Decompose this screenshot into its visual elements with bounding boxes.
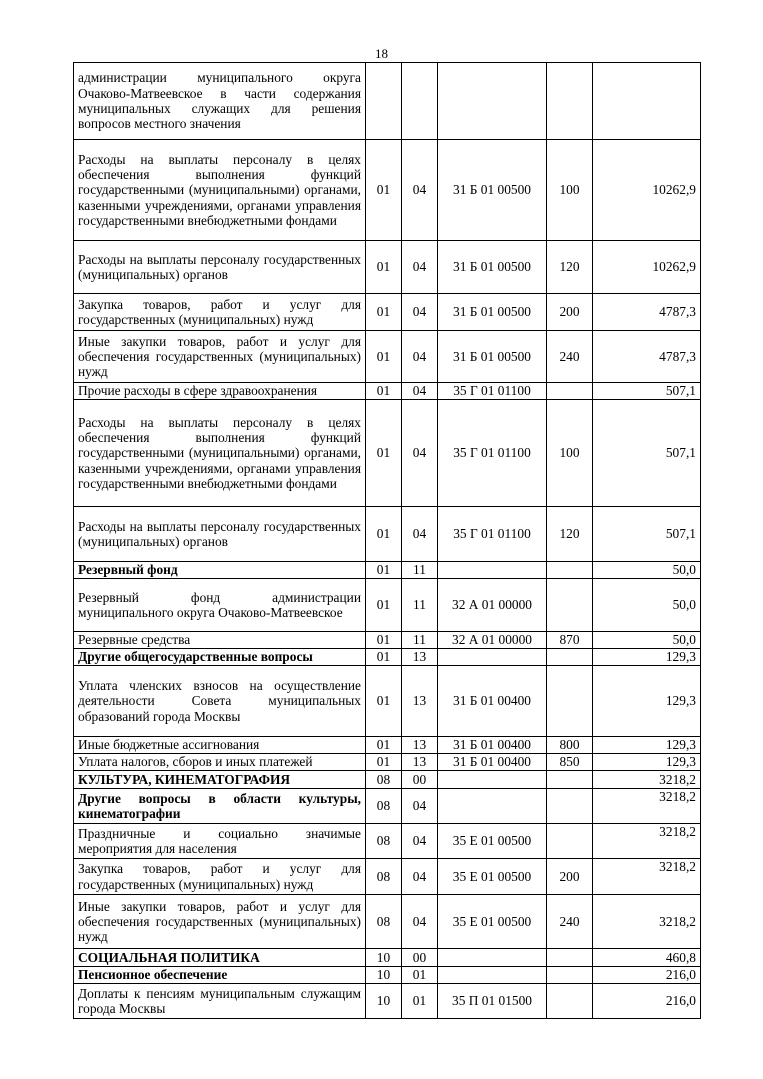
subsection-code-cell xyxy=(402,63,438,140)
table-row xyxy=(74,824,701,859)
expense-kind-cell xyxy=(547,789,593,824)
amount-cell: 129,3 xyxy=(593,649,701,666)
section-code-cell: 01 xyxy=(366,507,402,562)
table-row xyxy=(74,331,701,383)
amount-cell: 4787,3 xyxy=(593,331,701,383)
subsection-code-cell: 01 xyxy=(402,984,438,1019)
expense-kind-cell xyxy=(547,383,593,400)
subsection-code-cell: 13 xyxy=(402,754,438,771)
subsection-code-cell: 11 xyxy=(402,632,438,649)
target-article-cell: 31 Б 01 00500 xyxy=(438,140,547,241)
table-row xyxy=(74,383,701,400)
expense-name-cell: Иные закупки товаров, работ и услуг для обеспечения государственных (муниципальных) нужд xyxy=(74,331,366,383)
subsection-code-cell: 04 xyxy=(402,400,438,507)
amount-cell: 3218,2 xyxy=(593,824,701,859)
subsection-code-cell: 11 xyxy=(402,562,438,579)
amount-cell: 3218,2 xyxy=(593,859,701,895)
target-article-cell: 31 Б 01 00500 xyxy=(438,294,547,331)
table-row xyxy=(74,737,701,754)
subsection-code-cell: 11 xyxy=(402,579,438,632)
expense-name-cell: Расходы на выплаты персоналу в целях обеспечения выполнения функций государственными (муниципальными) органами, казенными учреждениями, органами управления государственными внебюджетными фондами xyxy=(74,140,366,241)
target-article-cell xyxy=(438,562,547,579)
amount-cell: 507,1 xyxy=(593,400,701,507)
table-row xyxy=(74,754,701,771)
target-article-cell xyxy=(438,789,547,824)
expense-name-cell: Праздничные и социально значимые мероприятия для населения xyxy=(74,824,366,859)
table-row xyxy=(74,507,701,562)
subsection-code-cell: 04 xyxy=(402,140,438,241)
amount-cell: 129,3 xyxy=(593,754,701,771)
section-code-cell: 08 xyxy=(366,789,402,824)
section-code-cell: 01 xyxy=(366,666,402,737)
expense-kind-cell xyxy=(547,824,593,859)
section-code-cell: 10 xyxy=(366,967,402,984)
table-row xyxy=(74,789,701,824)
section-code-cell xyxy=(366,63,402,140)
table-row xyxy=(74,649,701,666)
table-row xyxy=(74,562,701,579)
expense-kind-cell xyxy=(547,666,593,737)
target-article-cell xyxy=(438,649,547,666)
subsection-code-cell: 04 xyxy=(402,789,438,824)
section-code-cell: 01 xyxy=(366,400,402,507)
budget-table xyxy=(73,62,701,1019)
expense-kind-cell xyxy=(547,63,593,140)
target-article-cell: 35 Е 01 00500 xyxy=(438,859,547,895)
table-row xyxy=(74,895,701,949)
expense-name-cell: Доплаты к пенсиям муниципальным служащим города Москвы xyxy=(74,984,366,1019)
table-row xyxy=(74,140,701,241)
expense-name-cell: Иные бюджетные ассигнования xyxy=(74,737,366,754)
subsection-code-cell: 01 xyxy=(402,967,438,984)
expense-kind-cell: 100 xyxy=(547,400,593,507)
expense-kind-cell xyxy=(547,579,593,632)
expense-kind-cell: 800 xyxy=(547,737,593,754)
section-code-cell: 01 xyxy=(366,754,402,771)
target-article-cell xyxy=(438,967,547,984)
target-article-cell: 35 П 01 01500 xyxy=(438,984,547,1019)
subsection-code-cell: 04 xyxy=(402,824,438,859)
expense-kind-cell xyxy=(547,771,593,789)
amount-cell: 50,0 xyxy=(593,562,701,579)
expense-name-cell: Расходы на выплаты персоналу государственных (муниципальных) органов xyxy=(74,241,366,294)
amount-cell: 507,1 xyxy=(593,383,701,400)
expense-kind-cell: 240 xyxy=(547,895,593,949)
amount-cell: 129,3 xyxy=(593,666,701,737)
target-article-cell: 35 Е 01 00500 xyxy=(438,824,547,859)
section-code-cell: 01 xyxy=(366,649,402,666)
subsection-code-cell: 04 xyxy=(402,241,438,294)
target-article-cell: 32 А 01 00000 xyxy=(438,632,547,649)
expense-name-cell: Уплата членских взносов на осуществление деятельности Совета муниципальных образований города Москвы xyxy=(74,666,366,737)
expense-kind-cell: 240 xyxy=(547,331,593,383)
table-row xyxy=(74,400,701,507)
section-code-cell: 01 xyxy=(366,562,402,579)
amount-cell: 460,8 xyxy=(593,949,701,967)
subsection-code-cell: 13 xyxy=(402,666,438,737)
expense-name-cell: администрации муниципального округа Очаково-Матвеевское в части содержания муниципальных служащих для решения вопросов местного значения xyxy=(74,63,366,140)
amount-cell: 10262,9 xyxy=(593,241,701,294)
section-code-cell: 01 xyxy=(366,383,402,400)
table-row xyxy=(74,632,701,649)
expense-name-cell: Резервный фонд xyxy=(74,562,366,579)
target-article-cell xyxy=(438,771,547,789)
subsection-code-cell: 13 xyxy=(402,649,438,666)
target-article-cell: 31 Б 01 00400 xyxy=(438,737,547,754)
amount-cell: 50,0 xyxy=(593,579,701,632)
target-article-cell: 31 Б 01 00500 xyxy=(438,331,547,383)
expense-kind-cell: 120 xyxy=(547,507,593,562)
table-row xyxy=(74,771,701,789)
page-number: 18 xyxy=(375,46,388,61)
table-row xyxy=(74,294,701,331)
amount-cell: 216,0 xyxy=(593,967,701,984)
target-article-cell: 35 Е 01 00500 xyxy=(438,895,547,949)
table-row xyxy=(74,579,701,632)
expense-name-cell: Закупка товаров, работ и услуг для государственных (муниципальных) нужд xyxy=(74,859,366,895)
table-row xyxy=(74,666,701,737)
target-article-cell: 32 А 01 00000 xyxy=(438,579,547,632)
amount-cell: 3218,2 xyxy=(593,789,701,824)
subsection-code-cell: 04 xyxy=(402,331,438,383)
subsection-code-cell: 04 xyxy=(402,383,438,400)
section-code-cell: 01 xyxy=(366,579,402,632)
section-code-cell: 01 xyxy=(366,737,402,754)
expense-kind-cell xyxy=(547,562,593,579)
subsection-code-cell: 04 xyxy=(402,859,438,895)
target-article-cell: 35 Г 01 01100 xyxy=(438,507,547,562)
amount-cell: 3218,2 xyxy=(593,771,701,789)
expense-kind-cell: 200 xyxy=(547,294,593,331)
target-article-cell xyxy=(438,949,547,967)
target-article-cell: 31 Б 01 00500 xyxy=(438,241,547,294)
subsection-code-cell: 04 xyxy=(402,507,438,562)
expense-name-cell: Иные закупки товаров, работ и услуг для обеспечения государственных (муниципальных) нужд xyxy=(74,895,366,949)
amount-cell: 129,3 xyxy=(593,737,701,754)
amount-cell: 507,1 xyxy=(593,507,701,562)
expense-name-cell: Резервный фонд администрации муниципального округа Очаково-Матвеевское xyxy=(74,579,366,632)
amount-cell: 3218,2 xyxy=(593,895,701,949)
amount-cell: 10262,9 xyxy=(593,140,701,241)
subsection-code-cell: 13 xyxy=(402,737,438,754)
expense-kind-cell: 870 xyxy=(547,632,593,649)
subsection-code-cell: 04 xyxy=(402,895,438,949)
expense-name-cell: Расходы на выплаты персоналу государственных (муниципальных) органов xyxy=(74,507,366,562)
amount-cell: 4787,3 xyxy=(593,294,701,331)
amount-cell: 216,0 xyxy=(593,984,701,1019)
section-code-cell: 01 xyxy=(366,331,402,383)
expense-kind-cell: 100 xyxy=(547,140,593,241)
table-row xyxy=(74,949,701,967)
expense-name-cell: Другие общегосударственные вопросы xyxy=(74,649,366,666)
expense-kind-cell: 850 xyxy=(547,754,593,771)
section-code-cell: 01 xyxy=(366,632,402,649)
section-code-cell: 10 xyxy=(366,984,402,1019)
amount-cell xyxy=(593,63,701,140)
budget-table-body xyxy=(74,63,701,1019)
expense-kind-cell: 200 xyxy=(547,859,593,895)
section-code-cell: 08 xyxy=(366,859,402,895)
subsection-code-cell: 04 xyxy=(402,294,438,331)
expense-kind-cell xyxy=(547,967,593,984)
expense-name-cell: Расходы на выплаты персоналу в целях обеспечения выполнения функций государственными (муниципальными) органами, казенными учреждениями, органами управления государственными внебюджетными фондами xyxy=(74,400,366,507)
table-row xyxy=(74,967,701,984)
expense-name-cell: Резервные средства xyxy=(74,632,366,649)
target-article-cell: 35 Г 01 01100 xyxy=(438,400,547,507)
expense-name-cell: КУЛЬТУРА, КИНЕМАТОГРАФИЯ xyxy=(74,771,366,789)
expense-name-cell: Пенсионное обеспечение xyxy=(74,967,366,984)
section-code-cell: 08 xyxy=(366,824,402,859)
target-article-cell: 31 Б 01 00400 xyxy=(438,754,547,771)
table-row xyxy=(74,859,701,895)
subsection-code-cell: 00 xyxy=(402,771,438,789)
expense-kind-cell: 120 xyxy=(547,241,593,294)
expense-kind-cell xyxy=(547,949,593,967)
subsection-code-cell: 00 xyxy=(402,949,438,967)
expense-name-cell: Прочие расходы в сфере здравоохранения xyxy=(74,383,366,400)
table-row xyxy=(74,984,701,1019)
target-article-cell: 35 Г 01 01100 xyxy=(438,383,547,400)
section-code-cell: 01 xyxy=(366,294,402,331)
table-row xyxy=(74,241,701,294)
expense-name-cell: СОЦИАЛЬНАЯ ПОЛИТИКА xyxy=(74,949,366,967)
expense-name-cell: Закупка товаров, работ и услуг для государственных (муниципальных) нужд xyxy=(74,294,366,331)
section-code-cell: 08 xyxy=(366,895,402,949)
table-row xyxy=(74,63,701,140)
target-article-cell: 31 Б 01 00400 xyxy=(438,666,547,737)
expense-kind-cell xyxy=(547,649,593,666)
section-code-cell: 01 xyxy=(366,241,402,294)
section-code-cell: 01 xyxy=(366,140,402,241)
amount-cell: 50,0 xyxy=(593,632,701,649)
expense-name-cell: Другие вопросы в области культуры, кинематографии xyxy=(74,789,366,824)
target-article-cell xyxy=(438,63,547,140)
expense-kind-cell xyxy=(547,984,593,1019)
expense-name-cell: Уплата налогов, сборов и иных платежей xyxy=(74,754,366,771)
section-code-cell: 10 xyxy=(366,949,402,967)
section-code-cell: 08 xyxy=(366,771,402,789)
